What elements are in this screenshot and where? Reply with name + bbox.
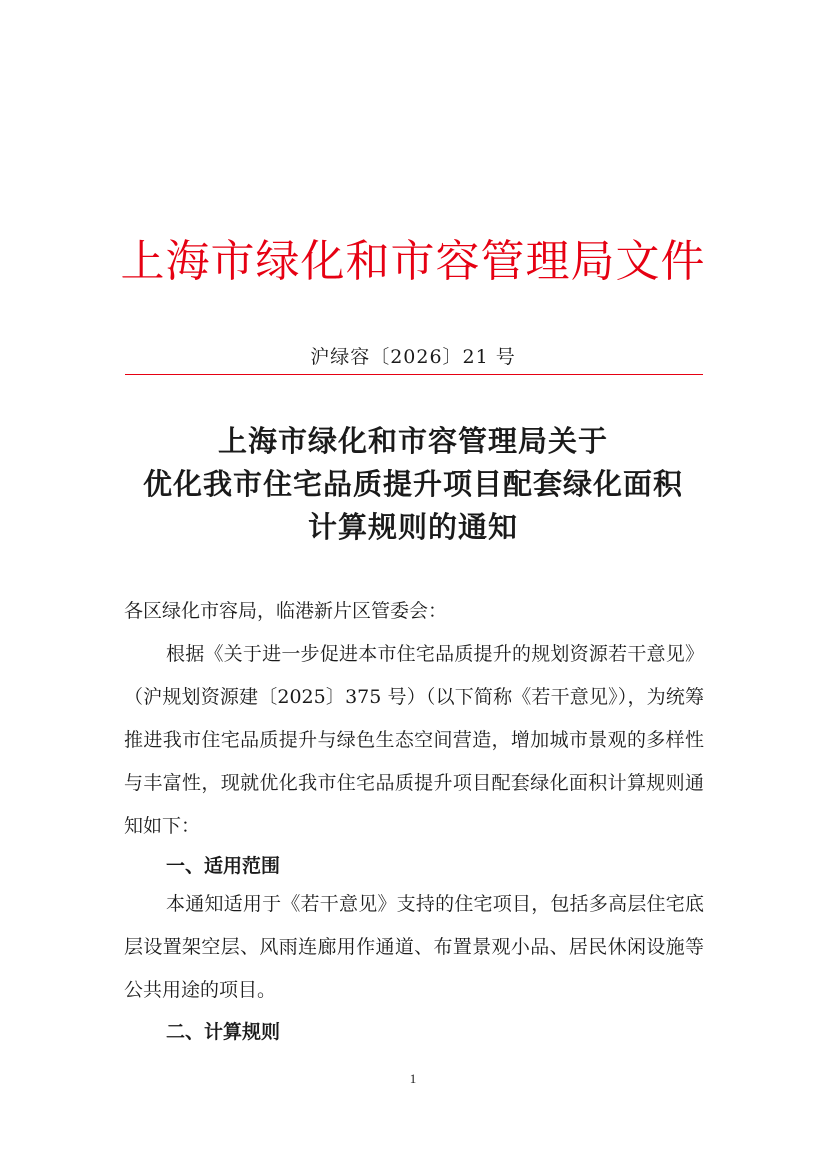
body-paragraph: 本通知适用于《若干意见》支持的住宅项目，包括多高层住宅底层设置架空层、风雨连廊用作通道、布置景观小品、居民休闲设施等公共用途的项目。: [124, 893, 704, 1001]
notice-title: [0, 420, 826, 549]
document-number: 沪绿容〔2026〕21 号: [310, 346, 516, 368]
section-heading: 一、适用范围: [166, 855, 281, 877]
section-heading: 二、计算规则: [166, 1021, 281, 1043]
notice-title-line: 计算规则的通知: [307, 510, 518, 544]
salutation: 各区绿化市容局，临港新片区管委会：: [124, 600, 448, 622]
notice-title-line: 优化我市住宅品质提升项目配套绿化面积: [142, 467, 683, 501]
body-paragraph: 根据《关于进一步促进本市住宅品质提升的规划资源若干意见》（沪规划资源建〔2025〕375 号）（以下简称《若干意见》），为统筹推进我市住宅品质提升与绿色生态空间营造，增加城市景观的多样性与丰富性，现就优化我市住宅品质提升项目配套绿化面积计算规则通知如下：: [124, 643, 704, 837]
page-number: 1: [409, 1071, 417, 1086]
red-divider-line: [125, 374, 703, 375]
notice-title-line: 上海市绿化和市容管理局关于: [217, 424, 608, 458]
issuer-title: 上海市绿化和市容管理局文件: [120, 236, 706, 287]
